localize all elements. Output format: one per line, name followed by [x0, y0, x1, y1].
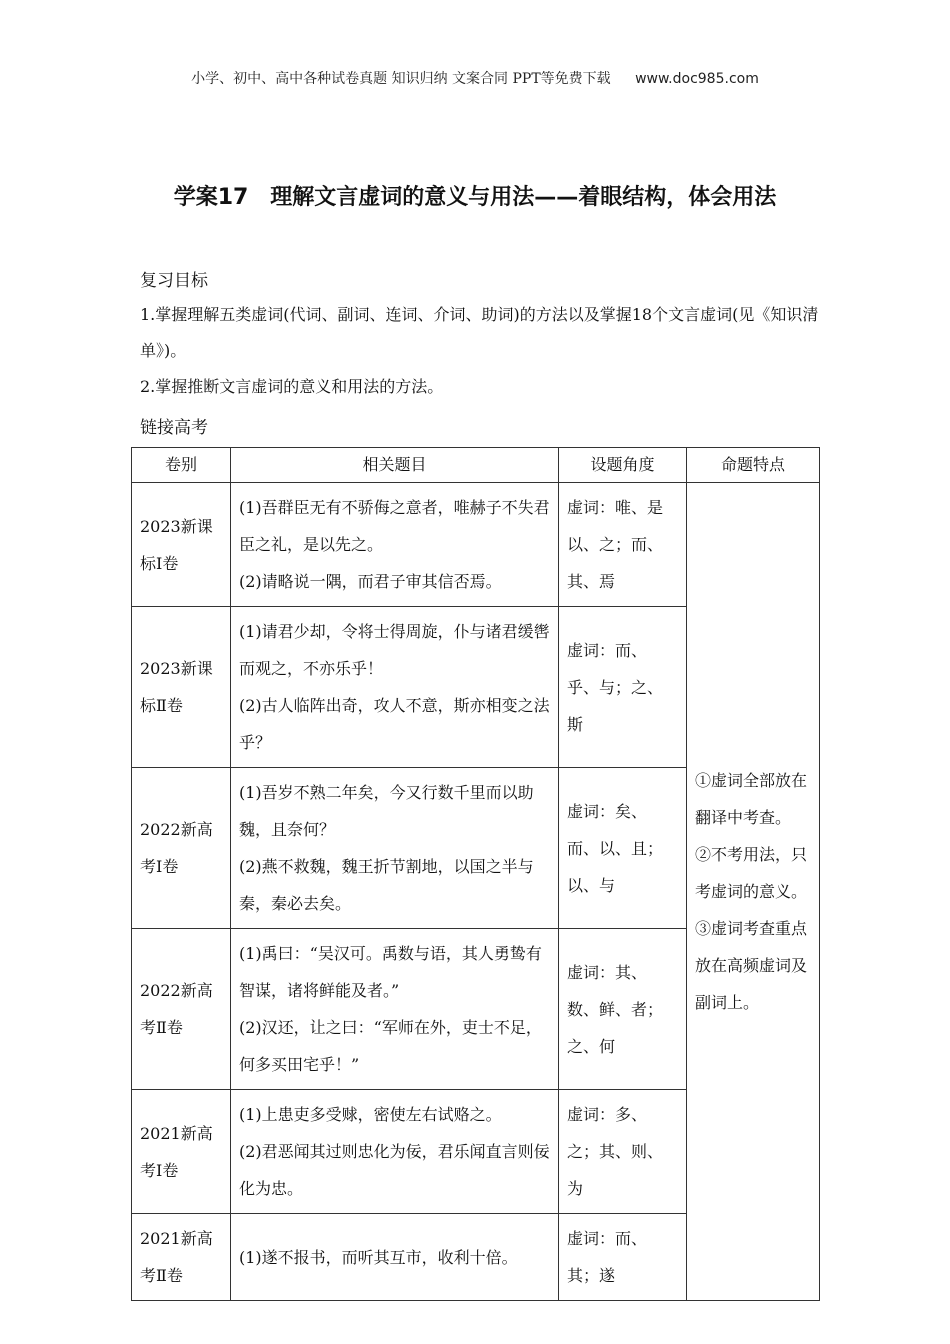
header-feature: 命题特点	[687, 448, 820, 483]
goal-item-2: 2.掌握推断文言虚词的意义和用法的方法。	[140, 377, 444, 396]
paper-cell: 2021新高考Ⅰ卷	[132, 1090, 231, 1214]
question-cell: (1)吾岁不熟二年矣，今又行数千里而以助魏，且奈何？ (2)燕不救魏，魏王折节割地，以国之半与秦，秦必去矣。	[231, 768, 559, 929]
table-row	[132, 483, 820, 607]
angle-cell: 虚词：多、之；其、则、为	[559, 1090, 687, 1214]
angle-cell: 虚词：唯、是以、之；而、其、焉	[559, 483, 687, 607]
header-url[interactable]: www.doc985.com	[635, 71, 759, 87]
angle-cell: 虚词：而、乎、与；之、斯	[559, 607, 687, 768]
table-header-row	[132, 448, 820, 483]
header-angle: 设题角度	[559, 448, 687, 483]
paper-cell: 2022新高考Ⅰ卷	[132, 768, 231, 929]
angle-cell: 虚词：而、其；遂	[559, 1214, 687, 1301]
question-cell: (1)上患吏多受赇，密使左右试赂之。 (2)君恶闻其过则忠化为佞，君乐闻直言则佞化为忠。	[231, 1090, 559, 1214]
goal-item-1: 1.掌握理解五类虚词(代词、副词、连词、介词、助词)的方法以及掌握18个文言虚词(见《知识清单》)。	[140, 305, 819, 360]
angle-cell: 虚词：其、数、鲜、者；之、何	[559, 929, 687, 1090]
exam-table	[131, 447, 820, 1301]
angle-cell: 虚词：矣、而、以、且；以、与	[559, 768, 687, 929]
link-heading: 链接高考	[140, 418, 208, 438]
header-text: 小学、初中、高中各种试卷真题 知识归纳 文案合同 PPT等免费下载	[191, 71, 611, 87]
question-cell: (1)吾群臣无有不骄侮之意者，唯赫子不失君臣之礼，是以先之。 (2)请略说一隅，而君子审其信否焉。	[231, 483, 559, 607]
paper-cell: 2021新高考Ⅱ卷	[132, 1214, 231, 1301]
page-header	[0, 68, 950, 88]
feature-cell: ①虚词全部放在翻译中考查。 ②不考用法，只考虚词的意义。 ③虚词考查重点放在高频虚词及副词上。	[687, 483, 820, 1301]
paper-cell: 2023新课标Ⅰ卷	[132, 483, 231, 607]
header-paper: 卷别	[132, 448, 231, 483]
question-cell: (1)禹曰：“吴汉可。禹数与语，其人勇鸷有智谋，诸将鲜能及者。” (2)汉还，让之曰：“军师在外，吏士不足，何多买田宅乎！”	[231, 929, 559, 1090]
page-title: 学案17 理解文言虚词的意义与用法——着眼结构，体会用法	[173, 185, 777, 210]
header-question: 相关题目	[231, 448, 559, 483]
goals-heading: 复习目标	[140, 271, 208, 291]
question-cell: (1)遂不报书，而听其互市，收利十倍。	[231, 1214, 559, 1301]
paper-cell: 2022新高考Ⅱ卷	[132, 929, 231, 1090]
question-cell: (1)请君少却，令将士得周旋，仆与诸君缓辔而观之，不亦乐乎！ (2)古人临阵出奇，攻人不意，斯亦相变之法乎？	[231, 607, 559, 768]
paper-cell: 2023新课标Ⅱ卷	[132, 607, 231, 768]
